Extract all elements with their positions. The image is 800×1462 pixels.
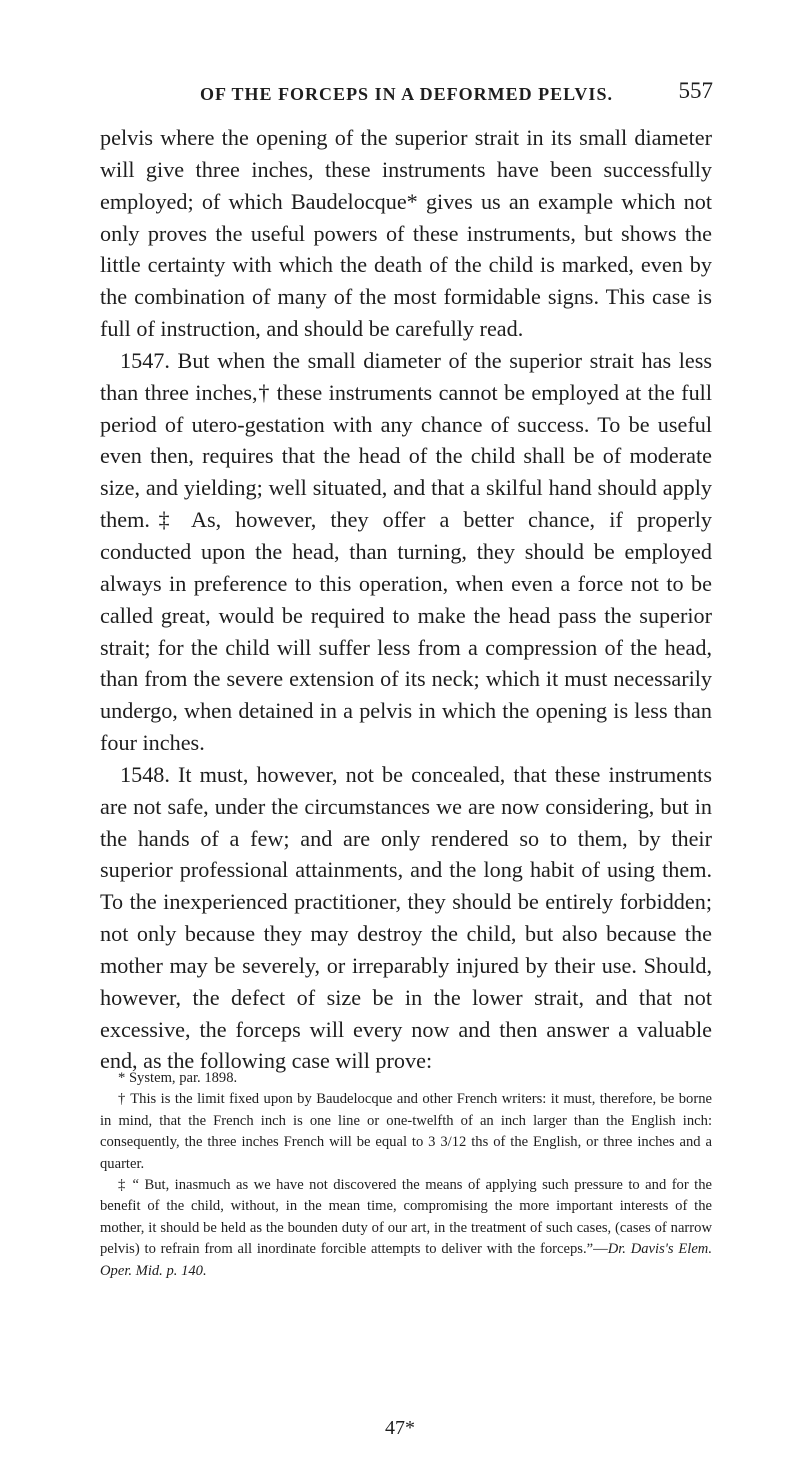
footnote-asterisk: * System, par. 1898. (118, 1070, 238, 1086)
body-text (100, 122, 712, 1077)
paragraph-1548: 1548. It must, however, not be concealed, that these instruments are not safe, under the circumstances we are now considering, but in the hands of a few; and are only rendered so to them, by their superior professional attainments, and the long habit of using them. To the inexperienced practitioner, they should be entirely forbidden; not only because they may destroy the child, but also because the mother may be severely, or irreparably injured by their use. Should, however, the defect of size be in the lower strait, and that not excessive, the forceps will every now and then answer a valuable end, as the following case will prove: (100, 761, 712, 1074)
footnote-citation: Dr. Davis's Elem. Oper. Mid. p. 140. (100, 1241, 712, 1279)
paragraph-1: pelvis where the opening of the superior strait in its small diameter will give three inches, these instruments have been successfully employed; of which Baudelocque* gives us an example which not only proves the useful powers of these instruments, but shows the little certainty with which the death of the child is marked, even by the combination of many of the most formidable signs. This case is full of instruction, and should be carefully read. (100, 125, 712, 342)
signature-mark: 47* (385, 1417, 415, 1439)
running-title: OF THE FORCEPS IN A DEFORMED PELVIS. (200, 84, 613, 104)
footnote-dagger: † This is the limit fixed upon by Baudelocque and other French writers: it must, therefore, be borne in mind, that the French inch is one line or one-twelfth of an inch larger than the English inch: consequently, the three inches French will be equal to 3 3/12 ths of the English, or three inches and a quarter. (100, 1091, 712, 1172)
footnote-double-dagger (100, 1175, 712, 1282)
footnotes (100, 1068, 712, 1282)
footnote-quote: ‡ “ But, inasmuch as we have not discovered the means of applying such pressure to and for the benefit of the child, without, in the mean time, compromising the more important interests of the mother, it should be held as the bounden duty of our art, in the treatment of such cases, (cases of narrow pelvis) to refrain from all inordinate forcible attempts to deliver with the forceps.”— (100, 1177, 712, 1258)
page-number: 557 (678, 78, 713, 103)
page-header (100, 78, 713, 110)
paragraph-1547: 1547. But when the small diameter of the superior strait has less than three inches,† these instruments cannot be employed at the full period of utero-gestation with any chance of success. To be useful even then, requires that the head of the child shall be of moderate size, and yielding; well situated, and that a skilful hand should apply them.‡ As, however, they offer a better chance, if properly conducted upon the head, than turning, they should be employed always in preference to this operation, when even a force not to be called great, would be required to make the head pass the superior strait; for the child will suffer less from a compression of the head, than from the severe extension of its neck; which it must necessarily undergo, when detained in a pelvis in which the opening is less than four inches. (100, 347, 712, 756)
